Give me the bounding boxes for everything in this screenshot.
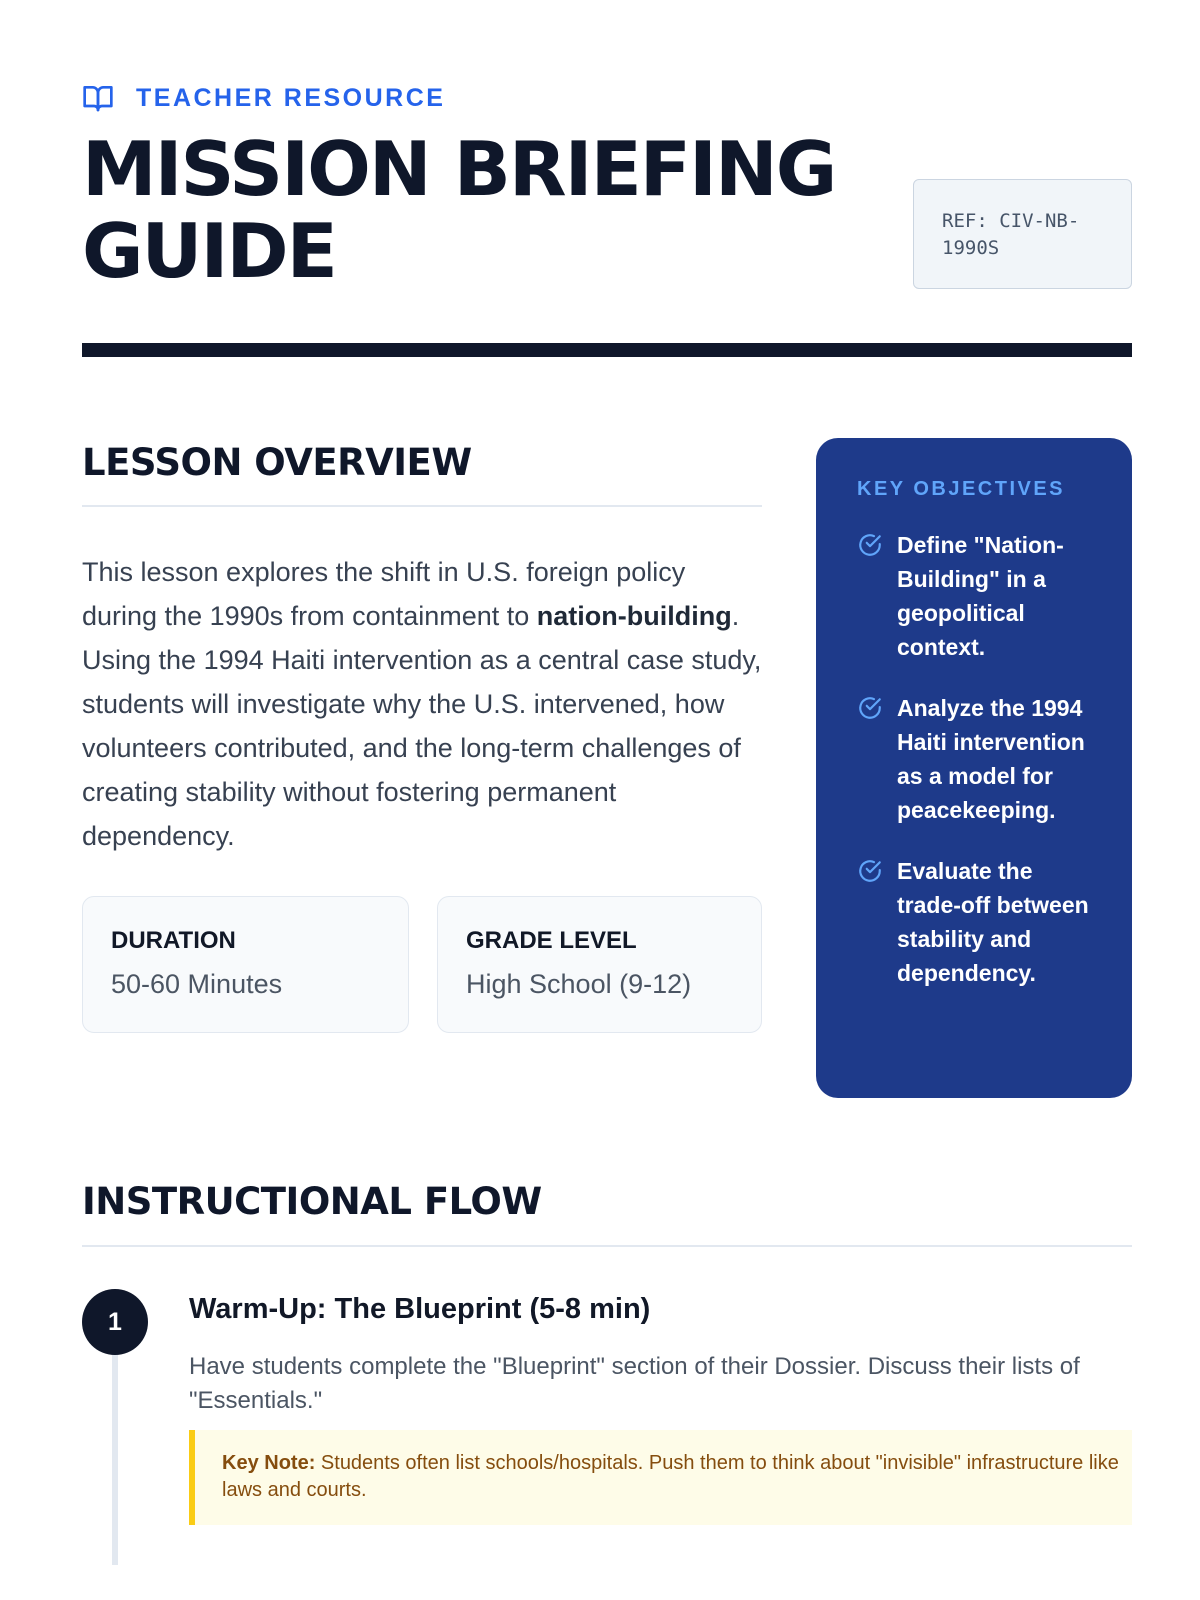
check-circle-icon bbox=[857, 532, 883, 558]
title-line-1: MISSION BRIEFING bbox=[82, 125, 836, 213]
step-number-badge: 1 bbox=[82, 1289, 148, 1355]
overview-text-1: This lesson explores the shift in U.S. foreign policy during the 1990s from containment to bbox=[82, 557, 686, 631]
header-divider bbox=[82, 343, 1132, 357]
objective-text: Evaluate the trade-off between stability and dependency. bbox=[897, 858, 1089, 986]
open-book-icon bbox=[82, 82, 114, 114]
grade-level-value: High School (9-12) bbox=[466, 969, 692, 999]
key-note-label: Key Note: bbox=[222, 1452, 316, 1474]
instructional-flow-heading: INSTRUCTIONAL FLOW bbox=[82, 1180, 542, 1223]
flow-divider bbox=[82, 1245, 1132, 1247]
overview-paragraph bbox=[82, 550, 762, 858]
check-circle-icon bbox=[857, 695, 883, 721]
eyebrow bbox=[82, 82, 445, 114]
ref-line-1: REF: CIV-NB- bbox=[942, 210, 1080, 232]
grade-level-card bbox=[437, 896, 762, 1033]
overview-divider bbox=[82, 505, 762, 507]
step-title: Warm-Up: The Blueprint (5-8 min) bbox=[189, 1293, 651, 1325]
objective-text: Define "Nation-Building" in a geopolitical context. bbox=[897, 532, 1064, 660]
grade-level-label: GRADE LEVEL bbox=[466, 927, 637, 954]
duration-card bbox=[82, 896, 409, 1033]
page-title bbox=[82, 125, 902, 295]
key-objectives-panel bbox=[816, 438, 1132, 1098]
objective-text: Analyze the 1994 Haiti intervention as a model for peacekeeping. bbox=[897, 695, 1085, 823]
objectives-heading: KEY OBJECTIVES bbox=[857, 478, 1066, 500]
objective-item bbox=[857, 691, 1102, 827]
lesson-overview-heading: LESSON OVERVIEW bbox=[82, 441, 472, 484]
reference-code bbox=[913, 179, 1132, 289]
objective-item bbox=[857, 854, 1102, 990]
objective-item bbox=[857, 528, 1102, 664]
ref-line-2: 1990S bbox=[942, 237, 1000, 259]
overview-text-2: . Using the 1994 Haiti intervention as a central case study, students will investigate why the U.S. intervened, how volunteers contributed, and the long-term challenges of creating stability without fostering permanent dependency. bbox=[82, 601, 762, 851]
key-note-text: Students often list schools/hospitals. Push them to think about "invisible" infrastructure like laws and courts. bbox=[222, 1452, 1119, 1501]
check-circle-icon bbox=[857, 858, 883, 884]
overview-bold-term: nation-building bbox=[536, 601, 732, 631]
step-description: Have students complete the "Blueprint" section of their Dossier. Discuss their lists of "Essentials." bbox=[189, 1353, 1080, 1414]
objectives-list bbox=[857, 528, 1102, 990]
eyebrow-label: TEACHER RESOURCE bbox=[136, 83, 446, 112]
title-line-2: GUIDE bbox=[82, 207, 336, 295]
duration-label: DURATION bbox=[111, 927, 236, 954]
key-note-callout bbox=[189, 1430, 1132, 1525]
timeline-connector bbox=[112, 1330, 118, 1565]
duration-value: 50-60 Minutes bbox=[111, 969, 283, 999]
